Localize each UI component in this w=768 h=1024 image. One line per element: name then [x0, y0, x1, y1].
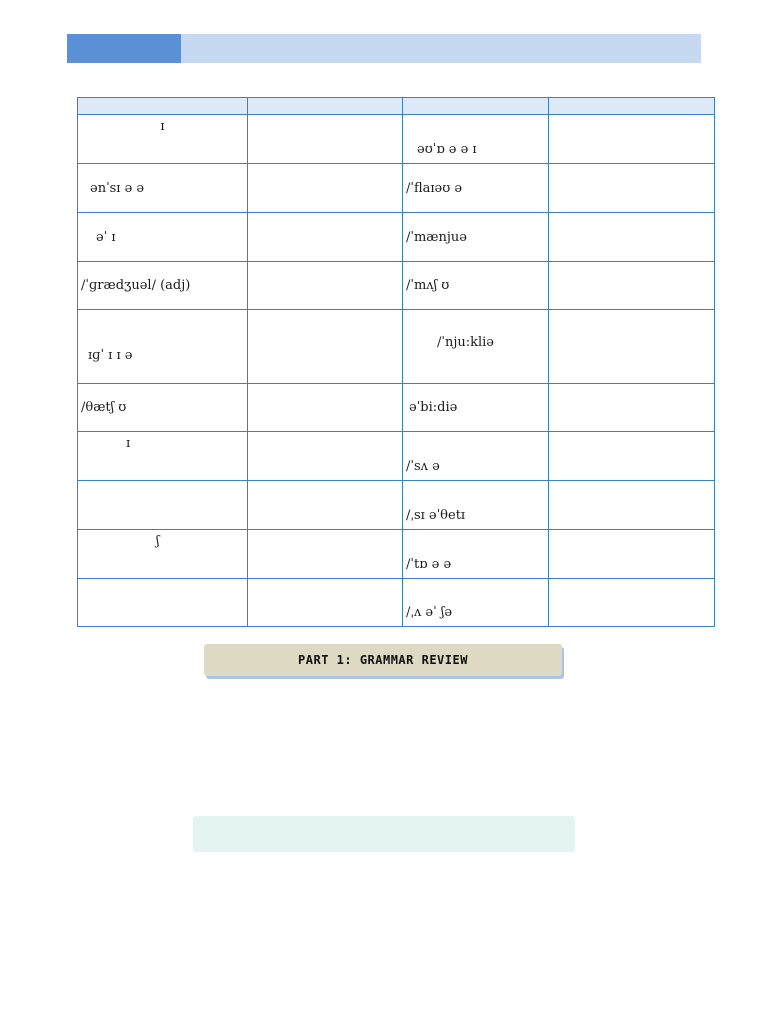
- table-header-cell: [403, 98, 549, 115]
- table-cell: /ˈflaɪəʊ ə: [403, 164, 549, 213]
- table-header-cell: [549, 98, 715, 115]
- table-cell: [78, 579, 248, 627]
- table-cell: [549, 481, 715, 530]
- table-cell: /ˈmænjuə: [403, 213, 549, 262]
- table-cell: [248, 213, 403, 262]
- table-row: [78, 310, 715, 384]
- table-cell: [549, 384, 715, 432]
- table-cell: ɪ: [78, 115, 248, 164]
- table-cell: [248, 384, 403, 432]
- table-cell: [549, 164, 715, 213]
- table-cell: [248, 432, 403, 481]
- table-cell: [549, 579, 715, 627]
- section-header-bar: [67, 34, 701, 63]
- table-cell: ɪɡˈ ɪ ɪ ə: [78, 310, 248, 384]
- table-header-cell: [78, 98, 248, 115]
- table-row: [78, 384, 715, 432]
- table-cell: /ˈsʌ ə: [403, 432, 549, 481]
- table-cell: /ˌsɪ əˈθetɪ: [403, 481, 549, 530]
- table-cell: /ˈɡrædʒuəl/ (adj): [78, 262, 248, 310]
- table-row: [78, 164, 715, 213]
- table-header-row: [78, 98, 715, 115]
- table-row: [78, 530, 715, 579]
- table-cell: [248, 530, 403, 579]
- table-cell: ɪ: [78, 432, 248, 481]
- table-cell: ənˈsɪ ə ə: [78, 164, 248, 213]
- table-cell: /θætʃ ʊ: [78, 384, 248, 432]
- table-cell: /ˈmʌʃ ʊ: [403, 262, 549, 310]
- vocabulary-table: [77, 97, 715, 627]
- table-row: [78, 432, 715, 481]
- table-cell: [549, 530, 715, 579]
- table-cell: [549, 262, 715, 310]
- section-header-accent: [67, 34, 181, 63]
- table-cell: [248, 164, 403, 213]
- table-row: [78, 481, 715, 530]
- table-cell: [248, 579, 403, 627]
- table-cell: [248, 115, 403, 164]
- table-cell: [248, 310, 403, 384]
- table-row: [78, 262, 715, 310]
- table-cell: /ˌʌ əˈ ʃə: [403, 579, 549, 627]
- table-cell: əʊˈɒ ə ə ɪ: [403, 115, 549, 164]
- table-cell: ʃ: [78, 530, 248, 579]
- table-row: [78, 213, 715, 262]
- table-cell: [549, 213, 715, 262]
- table-cell: [248, 481, 403, 530]
- table-cell: /ˈtɒ ə ə: [403, 530, 549, 579]
- table-cell: [549, 115, 715, 164]
- table-cell: əˈbi:diə: [403, 384, 549, 432]
- table-cell: [248, 262, 403, 310]
- table-cell: [78, 481, 248, 530]
- table-cell: [549, 310, 715, 384]
- table-row: [78, 115, 715, 164]
- table-cell: əˈ ɪ: [78, 213, 248, 262]
- note-box: [193, 816, 575, 852]
- table-header-cell: [248, 98, 403, 115]
- table-row: [78, 579, 715, 627]
- part-title-banner: [204, 644, 562, 676]
- table-cell: [549, 432, 715, 481]
- part-title-label: PART 1: GRAMMAR REVIEW: [298, 653, 468, 667]
- table-cell: /ˈnju:kliə: [403, 310, 549, 384]
